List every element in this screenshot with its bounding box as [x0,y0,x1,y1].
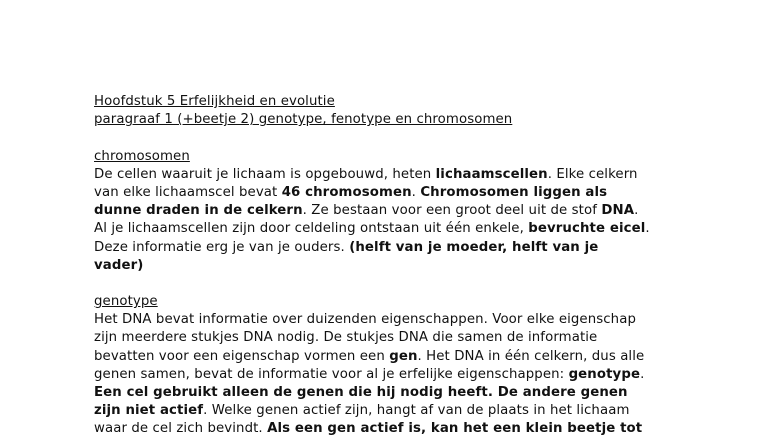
text-run: De cellen waaruit je lichaam is opgebouwd, heten [94,166,436,182]
text-line [94,384,714,402]
text-line [94,329,714,347]
bold-text: dunne draden in de celkern [94,203,303,219]
text-run: . [411,184,421,200]
bold-text: zijn niet actief [94,403,204,419]
bold-text: 46 chromosomen [281,184,412,200]
document-page [94,93,714,439]
text-run: genen samen, bevat de informatie voor al je erfelijke eigenschappen: [94,366,569,382]
text-run: Al je lichaamscellen zijn door celdeling ontstaan uit één enkele, [94,221,529,237]
text-line [94,348,714,366]
text-line [94,402,714,420]
text-run: . [640,366,645,382]
spacer [94,275,714,293]
text-run: zijn meerdere stukjes DNA nodig. De stukjes DNA die samen de informatie [94,330,598,346]
text-line [94,257,714,275]
text-run: Deze informatie erg je van je ouders. [94,239,350,255]
text-run: van elke lichaamscel bevat [94,184,282,200]
bold-text: bevruchte eicel [528,221,646,237]
text-run: . Het DNA in één celkern, dus alle [417,348,645,364]
chapter-title: Hoofdstuk 5 Erfelijkheid en evolutie [94,94,335,109]
text-run: bevatten voor een eigenschap vormen een [94,348,390,364]
spacer [94,129,714,147]
text-run: . Elke celkern [547,166,638,182]
text-line [94,366,714,384]
text-run: . [634,203,639,219]
section-heading: chromosomen [94,148,190,164]
bold-text: Chromosomen liggen als [420,184,608,200]
bold-text: genotype [568,366,641,382]
text-run: . Welke genen actief zijn, hangt af van de plaats in het lichaam [203,403,630,419]
text-run: . [645,221,650,237]
bold-text: lichaamscellen [435,166,548,182]
bold-text: gen [389,348,418,364]
bold-text: Een cel gebruikt alleen de genen die hij nodig heeft. De andere genen [94,385,628,400]
bold-text: Als een gen actief is, kan het een klein beetje tot [267,421,643,437]
bold-text: vader) [94,257,144,273]
paragraph-subtitle: paragraaf 1 (+beetje 2) genotype, fenotype en chromosomen [94,112,513,128]
text-line [94,166,714,184]
text-line [94,184,714,202]
text-line [94,420,714,438]
section-heading: genotype [94,294,158,310]
text-line [94,239,714,257]
text-line [94,220,714,238]
text-run: Het DNA bevat informatie over duizenden eigenschappen. Voor elke eigenschap [94,312,636,328]
text-line [94,202,714,220]
bold-text: (helft van je moeder, helft van je [349,239,599,255]
text-run: . Ze bestaan voor een groot deel uit de stof [302,203,602,219]
bold-text: DNA [601,203,635,219]
document-body [94,148,714,439]
text-line [94,311,714,329]
text-run: waar de cel zich bevindt. [94,421,268,437]
